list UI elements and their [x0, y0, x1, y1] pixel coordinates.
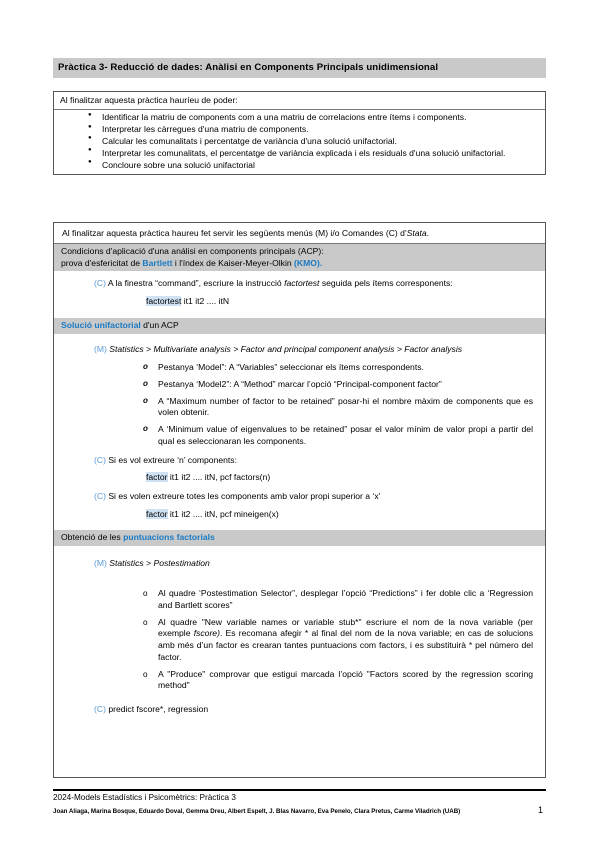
menus-intro-italic: Stata [406, 228, 427, 238]
list-item: o A "Produce" comprovar que estigui marcada l’opció "Factors scored by the regression scoring method" [158, 669, 533, 692]
section1-body [54, 278, 545, 317]
command-tag: (C) [94, 491, 106, 502]
section-header-conditions [54, 244, 545, 271]
code-args: it1 it2 .... itN, pcf mineigen(x) [167, 508, 279, 519]
section2-body [54, 344, 545, 531]
list-item: ● Interpretar les càrregues d'una matriu de components. [88, 124, 535, 135]
menus-intro-post: . [426, 228, 430, 238]
section3-command-paragraph [54, 704, 545, 716]
menus-intro [54, 223, 545, 244]
puntuacions-factorials-term: puntuacions factorials [123, 532, 215, 543]
code-args: it1 it2 .... itN [181, 296, 230, 307]
section2-sublist [54, 362, 545, 448]
section3-sublist [54, 588, 545, 692]
footer-divider [53, 789, 546, 791]
section3-menu-paragraph [54, 558, 545, 570]
menu-tag: (M) [94, 558, 107, 569]
section2-menu-paragraph [54, 344, 545, 356]
list-item: o Al quadre ‘Postestimation Selector”, desplegar l’opció “Predictions” i fer doble clic a ‘Regression and Bartlett scores” [158, 588, 533, 611]
command-tag: (C) [94, 703, 106, 714]
code-keyword: factor [146, 508, 168, 519]
code-keyword: factor [146, 472, 168, 483]
section-header-puntuacions [54, 530, 545, 546]
list-item: o Pestanya ‘Model2”: A “Method” marcar l’opció “Principal-component factor” [158, 379, 533, 391]
section3-body [54, 558, 545, 715]
section1-head-line1: Condicions d'aplicació d'una análisi en components principals (ACP): [61, 246, 324, 257]
code-line-factortest [54, 296, 545, 308]
command-tag: (C) [94, 278, 106, 289]
page-number: 1 [538, 805, 544, 815]
objectives-heading: Al finalitzar aquesta pràctica hauríeu de poder: [54, 92, 545, 110]
kmo-term: (KMO). [294, 257, 323, 268]
code-args: it1 it2 .... itN, pcf factors(n) [167, 472, 271, 483]
footer-course-line: 2024-Models Estadístics i Psicomètrics: Pràctica 3 [53, 793, 236, 802]
command-tag: (C) [94, 454, 106, 465]
section2-command1-paragraph [54, 455, 545, 467]
objectives-list [54, 110, 545, 174]
list-item [158, 617, 533, 663]
list-item: ● Identificar la matriu de components com a una matriu de correlacions entre ítems i components. [88, 112, 535, 123]
bartlett-term: Bartlett [142, 257, 173, 268]
code-keyword: factortest [146, 296, 182, 307]
factortest-italic: factortest [284, 278, 320, 289]
sub-post: . Es recomana afegir * al final del nom de la nova variable; en cas de solucions amb més d’un factor es crearan tantes puntuacions com factors, i es substituirà * pel número del factor. [158, 628, 533, 662]
code-line-factor-factors [54, 472, 545, 484]
page-title: Pràctica 3- Reducció de dades: Anàlisi en Components Principals unidimensional [53, 58, 546, 78]
section1-head-mid: i l'índex de Kaiser-Meyer-Olkin [172, 257, 295, 268]
section3-head-pre: Obtenció de les [61, 532, 124, 543]
solucio-unifactorial-term: Solució unifactorial [61, 319, 141, 330]
fscore-italic: fscore) [193, 628, 220, 639]
section1-head-line2 [61, 258, 538, 269]
code-keyword: predict [108, 703, 135, 714]
section2-c2-text: Si es volen extreure totes les components amb valor propi superior a ‘x’ [105, 491, 381, 502]
list-item: ● Calcular les comunalitats i percentatge de variància d'una solució unifactorial. [88, 136, 535, 147]
section1-command-paragraph [54, 278, 545, 290]
menu-path: Statistics > Multivariate analysis > Factor and principal component analysis > Factor analysis [109, 343, 463, 354]
sub-pre: Al quadre "New variable names or variable stub*" escriure el nom de la nova variable (per exemple [158, 616, 533, 639]
section-header-unifactorial [54, 318, 545, 334]
footer-authors-line: Joan Aliaga, Marina Bosque, Eduardo Doval, Gemma Dreu, Albert Espelt, J. Blas Navarro, Eva Penelo, Clara Pretus, Carme Viladrich (UAB) [53, 808, 461, 815]
code-args: fscore*, regression [134, 703, 209, 714]
list-item: o Pestanya ‘Model”: A “Variables” seleccionar els ítems correspondents. [158, 362, 533, 374]
menus-intro-pre: Al finalitzar aquesta pràctica haureu fet servir les següents menús (M) i/o Comandes (C) d' [62, 228, 407, 238]
list-item: o A ‘Minimum value of eigenvalues to be retained” posar el valor mínim de valor propi a partir del qual es seleccionaran les components. [158, 424, 533, 447]
section1-c-post: seguida pels ítems corresponents: [319, 278, 453, 289]
menu-tag: (M) [94, 343, 107, 354]
objectives-box [53, 91, 546, 175]
section2-command2-paragraph [54, 491, 545, 503]
list-item: ● Interpretar les comunalitats, el percentatge de variància explicada i els residuals d'una solució unifactorial. [88, 148, 535, 159]
section2-c1-text: Si es vol extreure ‘n’ components: [105, 454, 237, 465]
list-item: o A “Maximum number of factor to be retained” posar-hi el nombre màxim de components que es volen obtenir. [158, 396, 533, 419]
list-item: ● Concloure sobre una solució unifactorial [88, 160, 535, 171]
section1-c-pre: A la finestra “command”, escriure la instrucció [105, 278, 285, 289]
section2-head-rest: d'un ACP [140, 319, 179, 330]
section1-head-pre: prova d'esfericitat de [61, 257, 143, 268]
menu-path: Statistics > Postestimation [109, 558, 210, 569]
code-line-factor-mineigen [54, 509, 545, 521]
menus-commands-box [53, 222, 546, 778]
